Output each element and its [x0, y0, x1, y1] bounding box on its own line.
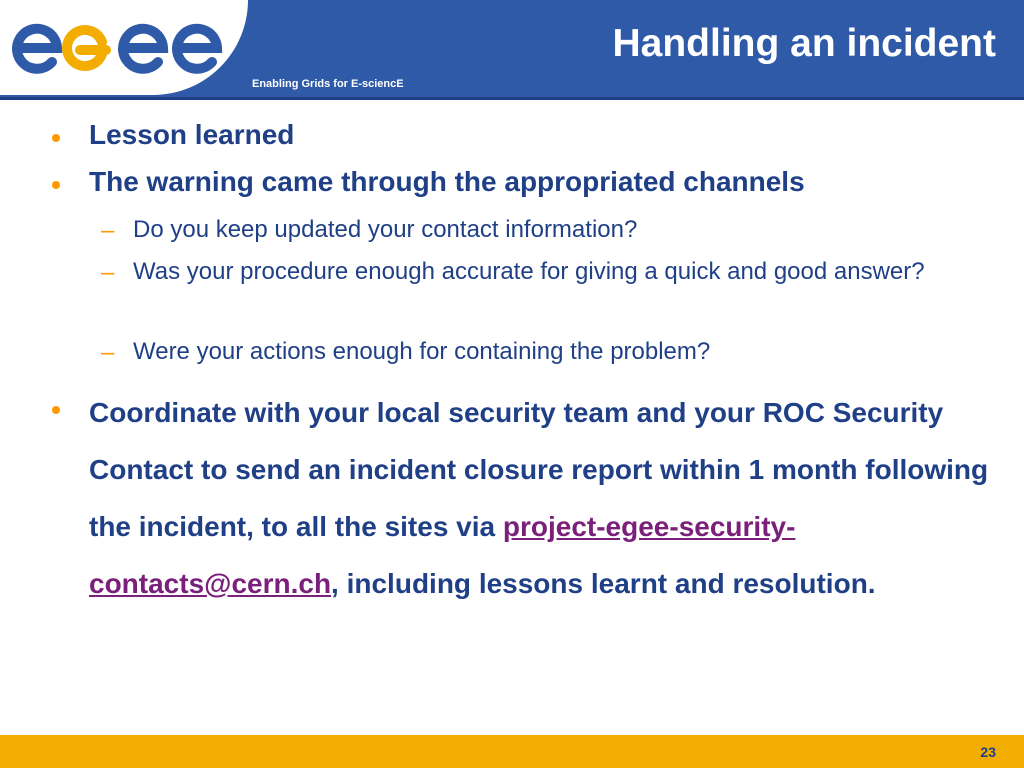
tagline: Enabling Grids for E-sciencE: [252, 78, 404, 90]
bullet-dot: [52, 134, 60, 142]
bullet-coordinate: [89, 384, 1009, 612]
coordinate-text-end: , including lessons learnt and resolution.: [331, 568, 876, 599]
bullet-dot: [52, 181, 60, 189]
bullet-warning-channels: The warning came through the appropriated channels: [89, 166, 805, 197]
dash-marker: –: [101, 217, 115, 244]
dash-marker: –: [101, 339, 115, 366]
logo-area: [0, 0, 248, 95]
page-number: 23: [980, 744, 996, 760]
dash-marker: –: [101, 259, 115, 286]
bullet-lesson-learned: Lesson learned: [89, 119, 295, 150]
slide-title: Handling an incident: [612, 22, 996, 65]
subitem-actions: Were your actions enough for containing the problem?: [133, 338, 711, 365]
header-stripe: [0, 97, 1024, 100]
egee-logo: [10, 12, 240, 82]
bullet-dot: [52, 406, 60, 414]
coordinate-text: Coordinate with your local security team and your ROC Security Contact to send an incident closure report within 1 month following the incident, to all the sites via: [89, 397, 989, 542]
subitem-contact-info: Do you keep updated your contact information?: [133, 216, 638, 243]
security-contacts-email-link[interactable]: project-egee-security-contacts@cern.ch: [89, 511, 796, 599]
subitem-procedure: Was your procedure enough accurate for giving a quick and good answer?: [133, 258, 925, 285]
slide-footer: [0, 735, 1024, 768]
slide-header: [0, 0, 1024, 100]
